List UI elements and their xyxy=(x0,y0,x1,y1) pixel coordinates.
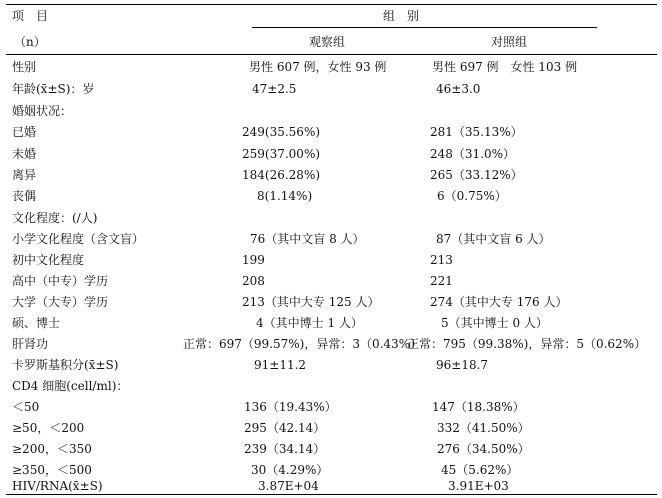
row-label: 文化程度：(/人) xyxy=(12,211,98,225)
row-control-value: 6（0.75%） xyxy=(437,189,507,203)
row-observe-value: 199 xyxy=(242,253,265,267)
row-label: 未婚 xyxy=(12,147,37,161)
row-control-value: 332（41.50%） xyxy=(437,421,530,435)
row-control-value: 45（5.62%） xyxy=(441,463,519,477)
row-observe-value: 136（19.43%） xyxy=(244,400,337,414)
row-label: ＜50 xyxy=(12,400,40,414)
row-observe-value: 91±11.2 xyxy=(254,358,307,372)
row-control-value: 248（31.0%） xyxy=(430,147,516,161)
row-control-value: 276（34.50%） xyxy=(437,442,530,456)
header-item: 项 目 xyxy=(12,9,49,23)
row-label: 肝肾功 xyxy=(12,337,49,351)
header-unit: （n） xyxy=(14,35,46,49)
row-control-value: 5（其中博士 0 人） xyxy=(441,316,548,330)
row-label: 婚姻状况： xyxy=(12,104,73,118)
row-control-value: 147（18.38%） xyxy=(432,400,525,414)
row-control-value: 87（其中文盲 6 人） xyxy=(436,232,551,246)
row-label: 初中文化程度 xyxy=(12,253,85,267)
row-observe-value: 4（其中博士 1 人） xyxy=(256,316,363,330)
row-label: ≥350，＜500 xyxy=(12,463,92,477)
row-control-value: 正常：795（99.38%)，异常：5（0.62%） xyxy=(407,337,647,351)
row-observe-value: 8(1.14%) xyxy=(257,189,313,203)
row-control-value: 3.91E+03 xyxy=(448,479,509,493)
row-observe-value: 213（其中大专 125 人） xyxy=(242,295,380,309)
top-rule xyxy=(6,4,657,5)
row-control-value: 274（其中大专 176 人） xyxy=(430,295,568,309)
row-label: 离异 xyxy=(12,168,37,182)
row-observe-value: 208 xyxy=(242,274,265,288)
row-observe-value: 259(37.00%) xyxy=(242,147,321,161)
row-observe-value: 295（42.14） xyxy=(244,421,326,435)
row-observe-value: 239（34.14） xyxy=(244,442,326,456)
header-rule xyxy=(6,54,657,55)
row-observe-value: 47±2.5 xyxy=(252,82,297,96)
row-observe-value: 正常：697（99.57%)，异常：3（0.43%） xyxy=(183,337,423,351)
row-observe-value: 76（其中文盲 8 人） xyxy=(250,232,365,246)
header-observe: 观察组 xyxy=(309,35,346,49)
row-label: HIV/RNA(x̄±S) xyxy=(12,479,103,493)
row-control-value: 221 xyxy=(430,274,453,288)
row-label: 小学文化程度（含文盲） xyxy=(12,232,145,246)
row-control-value: 男性 697 例 女性 103 例 xyxy=(432,60,578,74)
row-label: 丧偶 xyxy=(12,189,37,203)
header-control: 对照组 xyxy=(491,35,528,49)
row-label: 硕、博士 xyxy=(12,316,61,330)
row-control-value: 265（33.12%） xyxy=(430,168,523,182)
row-label: 性别 xyxy=(12,60,37,74)
row-label: ≥200，＜350 xyxy=(12,442,92,456)
row-observe-value: 184(26.28%) xyxy=(242,168,321,182)
row-label: CD4 细胞(cell/ml)： xyxy=(12,379,129,393)
row-control-value: 96±18.7 xyxy=(436,358,489,372)
row-control-value: 281（35.13%） xyxy=(430,125,523,139)
row-label: 大学（大专）学历 xyxy=(12,295,109,309)
row-label: 已婚 xyxy=(12,125,37,139)
bottom-rule xyxy=(6,494,657,495)
row-label: ≥50，＜200 xyxy=(12,421,85,435)
row-observe-value: 男性 607 例，女性 93 例 xyxy=(249,60,387,74)
row-label: 卡罗斯基积分(x̄±S) xyxy=(12,358,119,372)
row-label: 高中（中专）学历 xyxy=(12,274,109,288)
row-label: 年龄(x̄±S)：岁 xyxy=(12,82,95,96)
row-control-value: 46±3.0 xyxy=(436,82,481,96)
group-rule xyxy=(252,27,597,28)
header-group: 组 别 xyxy=(383,9,420,23)
row-observe-value: 30（4.29%） xyxy=(251,463,329,477)
row-observe-value: 249(35.56%) xyxy=(242,125,321,139)
row-control-value: 213 xyxy=(430,253,453,267)
row-observe-value: 3.87E+04 xyxy=(258,479,319,493)
